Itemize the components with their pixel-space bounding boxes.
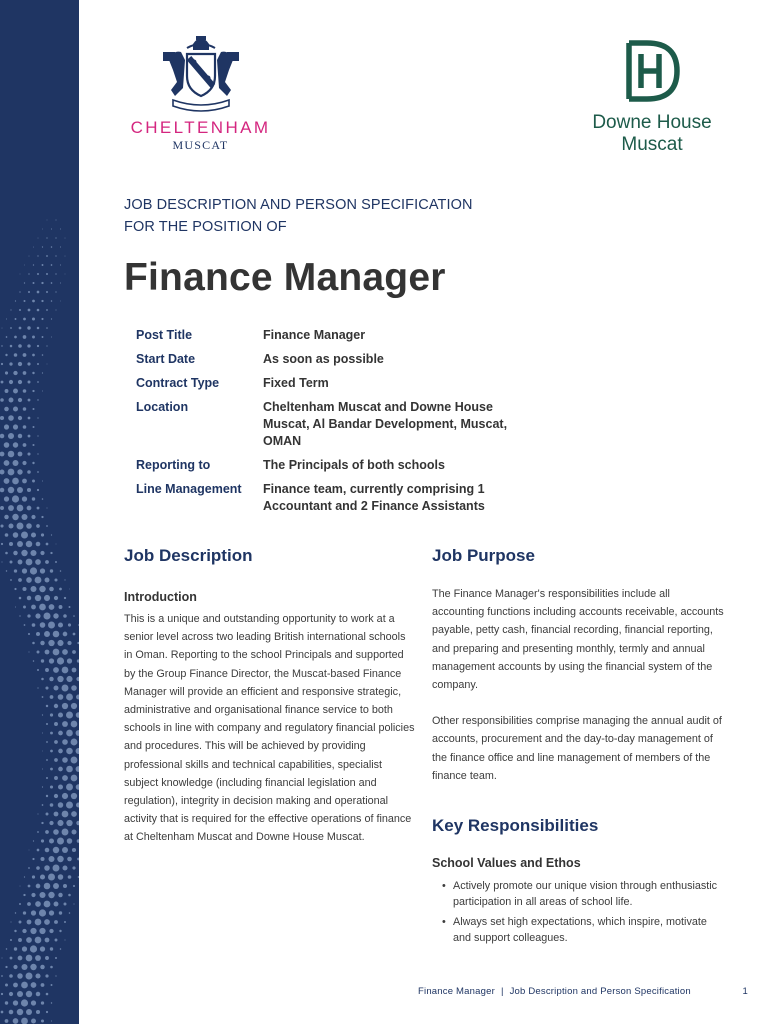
page-title: Finance Manager [124,256,446,299]
cheltenham-muscat-logo [118,30,283,153]
page-number: 1 [742,986,748,997]
decorative-sidebar [0,0,79,1024]
info-value: Fixed Term [263,376,329,390]
info-value: Finance Manager [263,328,366,342]
info-row-reporting-to [136,457,536,474]
crest-icon [159,30,243,114]
post-info-table [136,327,536,515]
page-footer [418,986,748,997]
job-description-heading: Job Description [124,546,253,565]
list-item: • Actively promote our unique vision through enthusiastic participation in all areas of school life. [432,878,724,910]
responsibilities-list [432,878,724,946]
info-label: Line Management [136,482,242,496]
job-purpose-section [432,544,724,950]
info-value: Cheltenham Muscat and Downe House Muscat, Al Bandar Development, Muscat, OMAN [263,400,508,448]
info-row-contract-type [136,375,536,392]
info-label: Start Date [136,352,196,366]
info-value: As soon as possible [263,352,384,366]
cheltenham-wordmark: CHELTENHAM [130,118,271,137]
info-row-post-title [136,327,536,344]
info-value: Finance team, currently comprising 1 Accountant and 2 Finance Assistants [263,482,485,513]
introduction-text: This is a unique and outstanding opportunity to work at a senior level across two leading British international schools in Oman. Reporting to the school Principals and supported by the Group Finance Director, the Muscat-based Finance Manager will provide an efficient and responsive strategic, administrative and organisational finance service to both schools in line with company and regulatory financial policies and procedures. This will be achieved by providing professional skills and technical capabilities, specialist subject knowledge (including financial legislation and regulation), integrity in decision making and operational activity that is required for the effective operations of finance at Cheltenham Muscat and Downe House Muscat. [124,613,415,844]
info-label: Contract Type [136,376,220,390]
job-purpose-paragraph-1: The Finance Manager's responsibilities include all accounting functions including accounts receivable, accounts payable, petty cash, financial recording, financial reporting, and preparing and presenting monthly, termly and annual management accounts by using the financial system of the company. [432,588,724,692]
info-label: Reporting to [136,458,211,472]
downe-house-wordmark: Downe House [592,112,712,133]
downe-house-wordmark-sub: Muscat [621,134,683,155]
footer-doc-subtitle: Job Description and Person Specification [509,986,691,997]
info-row-line-management [136,481,536,515]
footer-separator: | [500,986,504,997]
school-values-heading: School Values and Ethos [432,856,581,871]
job-purpose-paragraph-2: Other responsibilities comprise managing the annual audit of accounts, procurement and the day-to-day management of the finance office and line management of members of the finance team. [432,715,722,782]
document-subtitle: JOB DESCRIPTION AND PERSON SPECIFICATION FOR THE POSITION OF [124,197,473,235]
info-value: The Principals of both schools [263,458,445,472]
info-row-location [136,399,536,450]
cheltenham-wordmark-sub: MUSCAT [172,138,229,152]
key-responsibilities-heading: Key Responsibilities [432,816,599,836]
list-item: • Always set high expectations, which inspire, motivate and support colleagues. [432,914,724,946]
footer-doc-title: Finance Manager [418,986,495,997]
job-purpose-heading: Job Purpose [432,546,535,565]
dh-monogram-icon [623,40,681,102]
halftone-dot-pattern [0,0,79,1024]
introduction-heading: Introduction [124,590,197,604]
downe-house-muscat-logo [572,40,732,156]
job-description-section [124,544,416,847]
info-label: Post Title [136,328,193,342]
info-label: Location [136,400,189,414]
info-row-start-date [136,351,536,368]
